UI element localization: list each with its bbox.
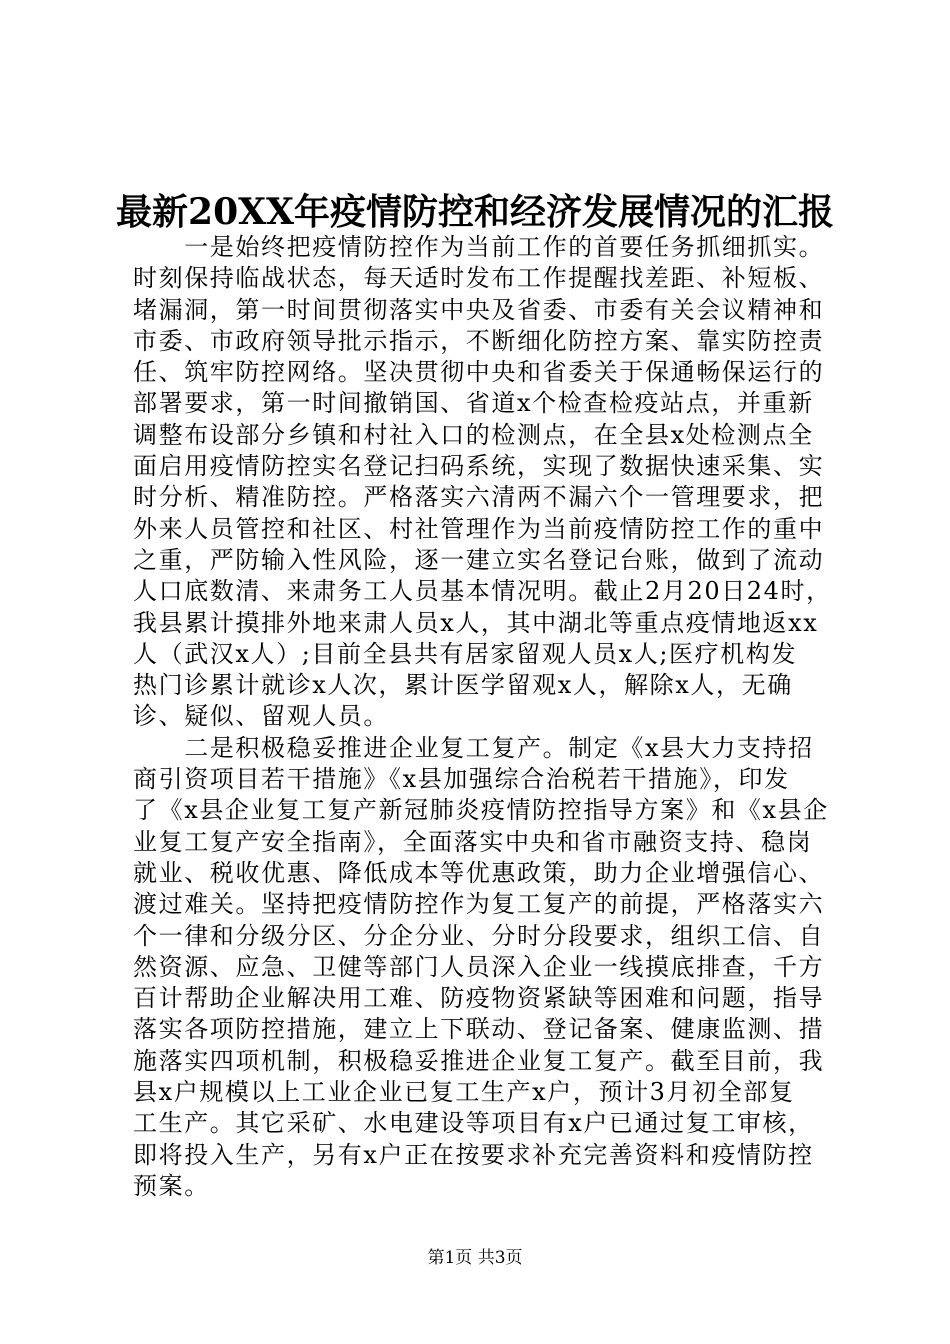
body-line: 诊、疑似、留观人员。 xyxy=(133,702,389,731)
body-line: 工生产。其它采矿、水电建设等项目有x户已通过复工审核， xyxy=(133,1109,814,1138)
body-line: 二是积极稳妥推进企业复工复产。制定《x县大力支持招 xyxy=(133,733,814,762)
body-line: 任、筑牢防控网络。坚决贯彻中央和省委关于保通畅保运行的 xyxy=(133,358,825,387)
body-line: 时刻保持临战状态，每天适时发布工作提醒找差距、补短板、 xyxy=(133,264,825,293)
body-line: 即将投入生产，另有x户正在按要求补充完善资料和疫情防控 xyxy=(133,1140,814,1169)
page-number-footer: 第1页 共3页 xyxy=(427,1248,523,1268)
body-line: 外来人员管控和社区、村社管理作为当前疫情防控工作的重中 xyxy=(133,514,825,543)
body-line: 面启用疫情防控实名登记扫码系统，实现了数据快速采集、实 xyxy=(133,452,825,481)
body-line: 然资源、应急、卫健等部门人员深入企业一线摸底排查，千方 xyxy=(133,952,825,981)
body-line: 县x户规模以上工业企业已复工生产x户，预计3月初全部复 xyxy=(133,1078,795,1107)
body-line: 商引资项目若干措施》《x县加强综合治税若干措施》，印发 xyxy=(133,765,790,794)
document-body xyxy=(133,232,833,1202)
body-line: 个一律和分级分区、分企分业、分时分段要求，组织工信、自 xyxy=(133,921,825,950)
body-line: 市委、市政府领导批示指示，不断细化防控方案、靠实防控责 xyxy=(133,326,825,355)
body-line: 一是始终把疫情防控作为当前工作的首要任务抓细抓实。 xyxy=(133,233,825,261)
body-line: 之重，严防输入性风险，逐一建立实名登记台账，做到了流动 xyxy=(133,545,825,574)
body-line: 渡过难关。坚持把疫情防控作为复工复产的前提，严格落实六 xyxy=(133,890,825,919)
body-line: 时分析、精准防控。严格落实六清两不漏六个一管理要求，把 xyxy=(133,483,825,512)
body-line: 业复工复产安全指南》，全面落实中央和省市融资支持、稳岗 xyxy=(133,827,813,856)
body-line: 预案。 xyxy=(133,1171,210,1200)
body-line: 人口底数清、来肃务工人员基本情况明。截止2月20日24时， xyxy=(133,577,832,606)
body-line: 我县累计摸排外地来肃人员x人，其中湖北等重点疫情地返xx xyxy=(133,608,819,637)
body-line: 调整布设部分乡镇和村社入口的检测点，在全县x处检测点全 xyxy=(133,420,814,449)
body-line: 百计帮助企业解决用工难、防疫物资紧缺等困难和问题，指导 xyxy=(133,984,825,1013)
document-title: 最新20XX年疫情防控和经济发展情况的汇报 xyxy=(116,191,834,233)
body-line: 就业、税收优惠、降低成本等优惠政策，助力企业增强信心、 xyxy=(133,858,825,887)
body-line: 部署要求，第一时间撤销国、省道x个检查检疫站点，并重新 xyxy=(133,389,814,418)
body-line: 热门诊累计就诊x人次，累计医学留观x人，解除x人，无确 xyxy=(133,671,793,700)
body-line: 施落实四项机制，积极稳妥推进企业复工复产。截至目前，我 xyxy=(133,1046,825,1075)
body-line: 了《x县企业复工复产新冠肺炎疫情防控指导方案》和《x县企 xyxy=(133,796,829,825)
body-line: 人（武汉x人）;目前全县共有居家留观人员x人;医疗机构发 xyxy=(133,639,798,668)
body-line: 落实各项防控措施，建立上下联动、登记备案、健康监测、措 xyxy=(133,1015,825,1044)
body-line: 堵漏洞，第一时间贯彻落实中央及省委、市委有关会议精神和 xyxy=(133,295,825,324)
